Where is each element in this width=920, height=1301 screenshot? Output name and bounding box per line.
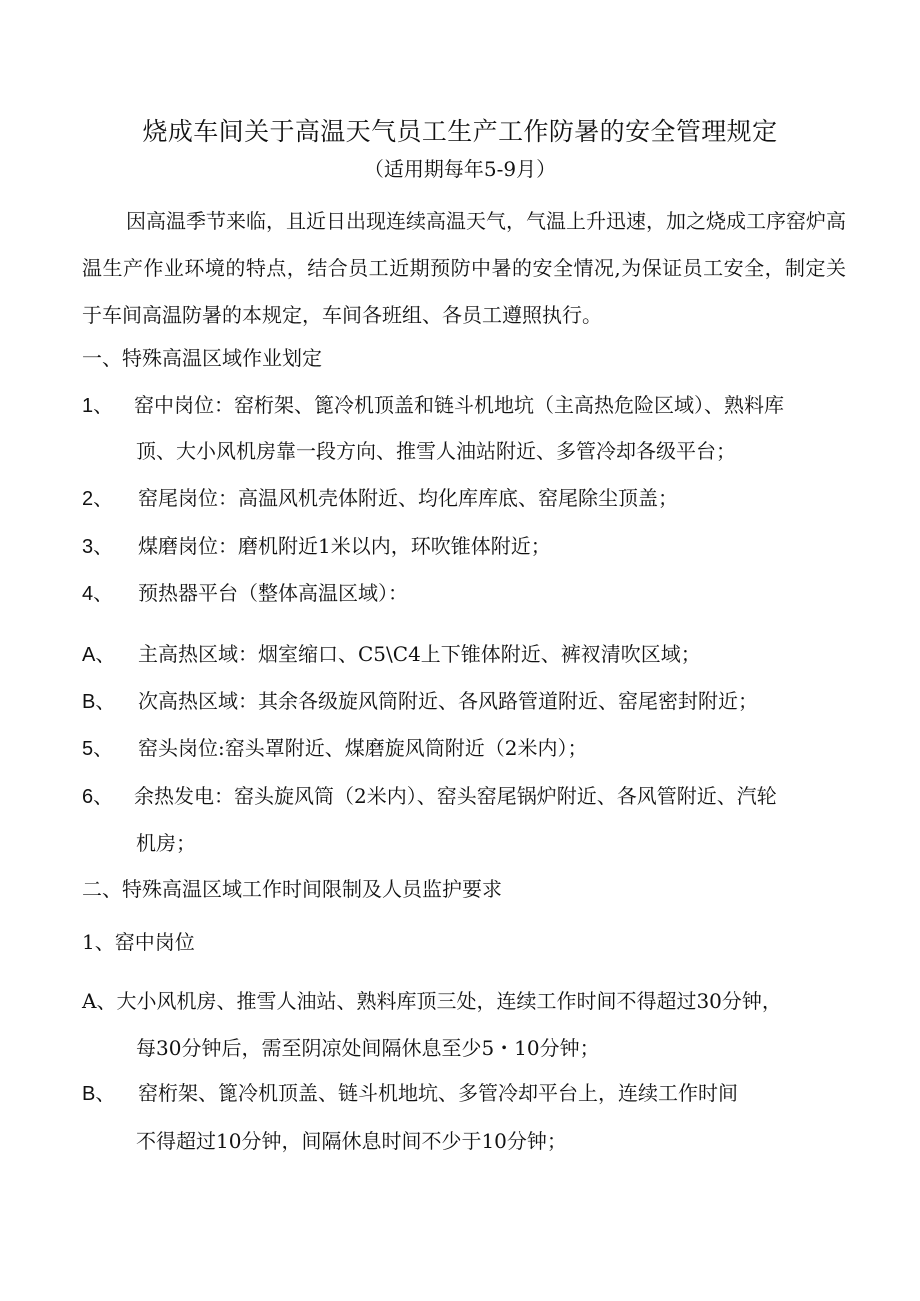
item-text: 预热器平台（整体高温区域）： — [138, 581, 408, 605]
item-number: 2、 — [82, 488, 114, 510]
item-number: B、 — [82, 691, 116, 713]
list-item — [82, 984, 782, 1018]
item-text: 主高热区域：烟室缩口、C5\C4上下锥体附近、裤衩清吹区域； — [138, 642, 701, 666]
section-1-heading: 一、特殊高温区域作业划定 — [82, 346, 322, 370]
intro-paragraph: 因高温季节来临，且近日出现连续高温天气，气温上升迅速，加之烧成工序窑炉高温生产作业环境的特点，结合员工近期预防中暑的安全情况,为保证员工安全，制定关于车间高温防暑的本规定，车间各班组、各员工遵照执行。 — [82, 209, 846, 327]
item-text: 煤磨岗位：磨机附近1米以内，环吹锥体附近； — [138, 534, 551, 558]
item-number: A、 — [82, 989, 117, 1013]
item-text: 次高热区域：其余各级旋风筒附近、各风路管道附近、窑尾密封附近； — [138, 689, 758, 713]
item-text: 余热发电：窑头旋风筒（2米内）、窑头窑尾锅炉附近、各风管附近、汽轮 — [134, 784, 777, 808]
item-number: 6、 — [82, 786, 114, 808]
item-text: 窑中岗位：窑桁架、篦冷机顶盖和链斗机地坑（主高热危险区域）、熟料库 — [134, 393, 784, 417]
item-number: 3、 — [82, 536, 114, 558]
list-item — [82, 637, 701, 672]
section-2-heading: 二、特殊高温区域工作时间限制及人员监护要求 — [82, 877, 502, 901]
item-number: 4、 — [82, 583, 114, 605]
list-item — [82, 684, 758, 719]
list-item — [82, 779, 777, 814]
list-item — [82, 388, 784, 423]
item-number: 5、 — [82, 738, 114, 760]
list-item — [82, 576, 408, 611]
item-continuation: 每30分钟后，需至阴凉处间隔休息至少5・10分钟； — [136, 1036, 600, 1060]
item-number: B、 — [82, 1083, 116, 1105]
document-subtitle: （适用期每年5-9月） — [363, 157, 557, 181]
item-number: 1、 — [82, 395, 114, 417]
list-item — [82, 481, 678, 516]
item-continuation: 顶、大小风机房靠一段方向、推雪人油站附近、多管冷却各级平台； — [136, 439, 736, 463]
item-continuation: 不得超过10分钟，间隔休息时间不少于10分钟； — [136, 1129, 567, 1153]
list-item — [82, 731, 587, 766]
item-continuation: 机房； — [136, 831, 196, 855]
section-2-subheading: 1、窑中岗位 — [82, 930, 195, 954]
list-item — [82, 529, 551, 564]
item-text: 窑头岗位:窑头罩附近、煤磨旋风筒附近（2米内）； — [138, 736, 588, 760]
document-title: 烧成车间关于高温天气员工生产工作防暑的安全管理规定 — [142, 117, 778, 146]
item-text: 大小风机房、推雪人油站、熟料库顶三处，连续工作时间不得超过30分钟， — [116, 989, 782, 1013]
item-text: 窑桁架、篦冷机顶盖、链斗机地坑、多管冷却平台上，连续工作时间 — [138, 1081, 738, 1105]
item-number: A、 — [82, 644, 116, 666]
list-item — [82, 1076, 738, 1111]
item-text: 窑尾岗位：高温风机壳体附近、均化库库底、窑尾除尘顶盖； — [138, 486, 678, 510]
